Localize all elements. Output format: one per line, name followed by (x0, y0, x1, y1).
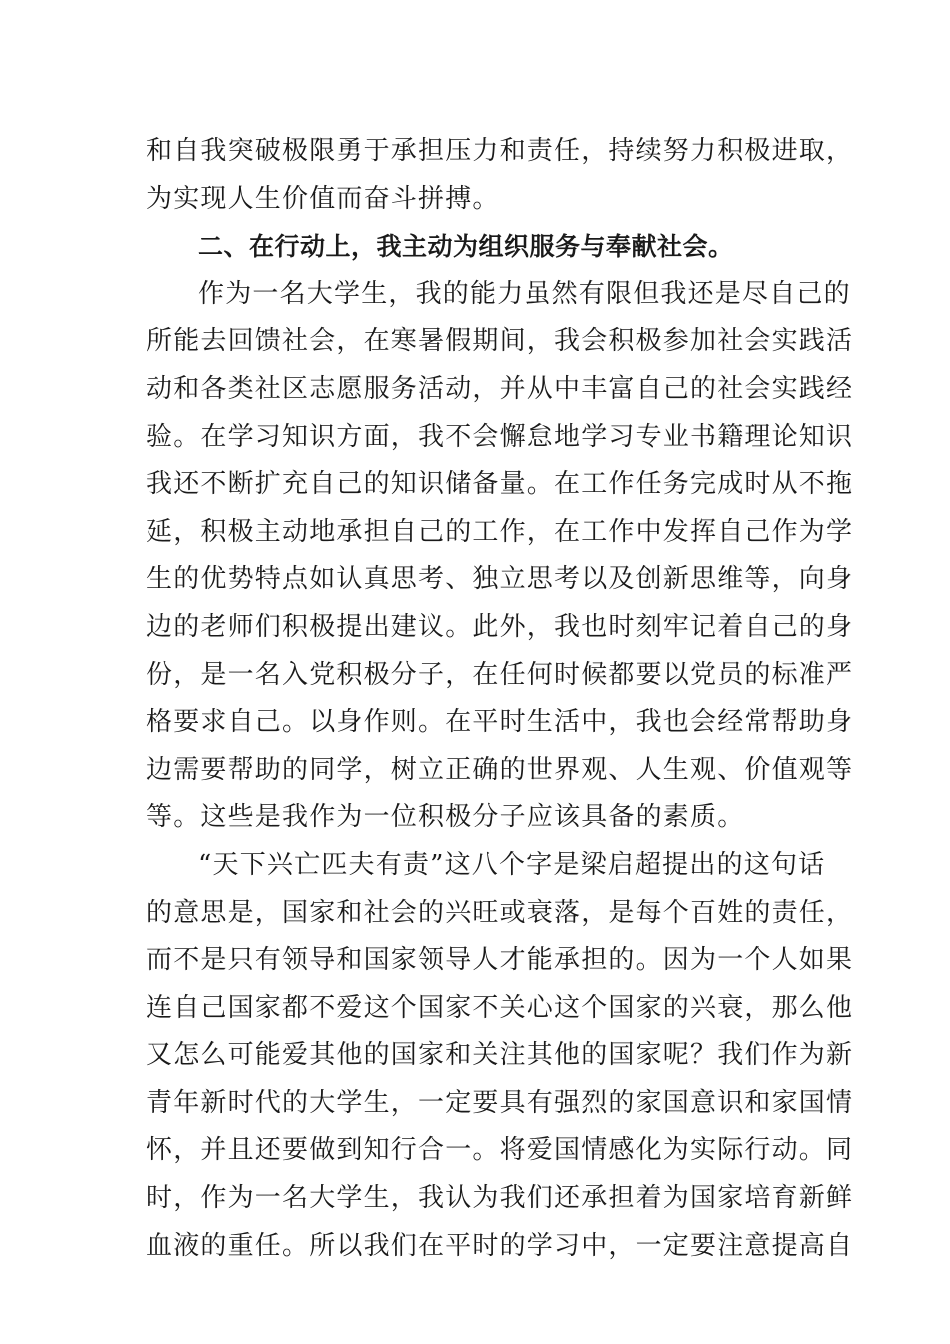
section-heading: 二、在行动上，我主动为组织服务与奉献社会。 (198, 232, 734, 262)
text-line: 份，是一名入党积极分子，在任何时候都要以党员的标准严 (146, 659, 854, 690)
text-line: 怀，并且还要做到知行合一。将爱国情感化为实际行动。同 (146, 1135, 854, 1166)
text-line: 作为一名大学生，我的能力虽然有限但我还是尽自己的 (198, 278, 851, 309)
text-line: 边需要帮助的同学，树立正确的世界观、人生观、价值观等 (146, 754, 854, 785)
text-line: 连自己国家都不爱这个国家不关心这个国家的兴衰，那么他 (146, 992, 854, 1023)
text-line: 动和各类社区志愿服务活动，并从中丰富自己的社会实践经 (146, 373, 854, 404)
text-line: 所能去回馈社会，在寒暑假期间，我会积极参加社会实践活 (146, 326, 854, 357)
document-body (146, 128, 854, 1270)
text-line: 和自我突破极限勇于承担压力和责任，持续努力积极进取， (146, 136, 854, 166)
text-line: 生的优势特点如认真思考、独立思考以及创新思维等，向身 (146, 564, 854, 595)
text-line: 血液的重任。所以我们在平时的学习中，一定要注意提高自 (146, 1230, 854, 1261)
paragraph-1 (146, 271, 854, 842)
text-line: 的意思是，国家和社会的兴旺或衰落，是每个百姓的责任， (146, 897, 854, 928)
text-line: 延，积极主动地承担自己的工作，在工作中发挥自己作为学 (146, 516, 854, 547)
text-line: 又怎么可能爱其他的国家和关注其他的国家呢？我们作为新 (146, 1040, 854, 1071)
text-line: 等。这些是我作为一位积极分子应该具备的素质。 (146, 802, 745, 833)
text-line: 验。在学习知识方面，我不会懈怠地学习专业书籍理论知识 (146, 421, 854, 452)
text-line: 边的老师们积极提出建议。此外，我也时刻牢记着自己的身 (146, 611, 854, 642)
text-line: 而不是只有领导和国家领导人才能承担的。因为一个人如果 (146, 945, 854, 976)
paragraph-intro (146, 128, 854, 223)
text-line: “天下兴亡匹夫有责”这八个字是梁启超提出的这句话 (198, 849, 826, 880)
paragraph-2 (146, 842, 854, 1270)
text-line: 时，作为一名大学生，我认为我们还承担着为国家培育新鲜 (146, 1183, 854, 1214)
text-line: 为实现人生价值而奋斗拼搏。 (146, 183, 500, 214)
text-line: 青年新时代的大学生，一定要具有强烈的家国意识和家国情 (146, 1087, 854, 1118)
text-line: 我还不断扩充自己的知识储备量。在工作任务完成时从不拖 (146, 469, 854, 500)
text-line: 格要求自己。以身作则。在平时生活中，我也会经常帮助身 (146, 707, 854, 738)
